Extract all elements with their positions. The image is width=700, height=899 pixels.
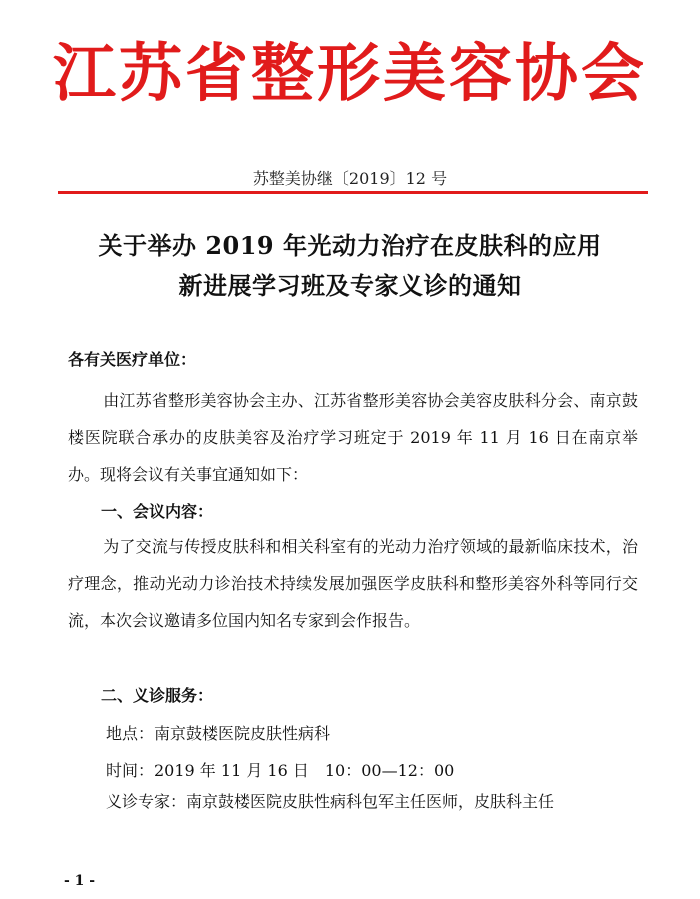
notice-title-line-1: 关于举办 2019 年光动力治疗在皮肤科的应用: [98, 231, 602, 260]
clinic-location: 地点：南京鼓楼医院皮肤性病科: [106, 724, 331, 743]
notice-title: [40, 226, 660, 306]
section-1-paragraph: 为了交流与传授皮肤科和相关科室有的光动力治疗领域的最新临床技术，治疗理念，推动光动力诊治技术持续发展加强医学皮肤科和整形美容外科等同行交流，本次会议邀请多位国内知名专家到会作报告。: [68, 537, 638, 630]
org-masthead: 江苏省整形美容协会: [53, 37, 647, 110]
intro-paragraph: 由江苏省整形美容协会主办、江苏省整形美容协会美容皮肤科分会、南京鼓楼医院联合承办的皮肤美容及治疗学习班定于 2019 年 11 月 16 日在南京举办。现将会议有关事宜通知如下：: [68, 391, 638, 484]
addressee: 各有关医疗单位：: [68, 350, 197, 369]
notice-title-line-2: 新进展学习班及专家义诊的通知: [178, 271, 522, 300]
header-red-rule: [58, 191, 648, 194]
clinic-experts: 义诊专家：南京鼓楼医院皮肤性病科包军主任医师，皮肤科主任: [106, 792, 555, 811]
document-number: 苏整美协继〔2019〕12 号: [252, 169, 448, 188]
section-2-heading: 二、义诊服务：: [101, 686, 214, 705]
section-1-heading: 一、会议内容：: [101, 502, 214, 521]
clinic-time: 时间：2019 年 11 月 16 日 10：00—12：00: [106, 761, 455, 780]
page-number: - 1 -: [64, 873, 96, 889]
